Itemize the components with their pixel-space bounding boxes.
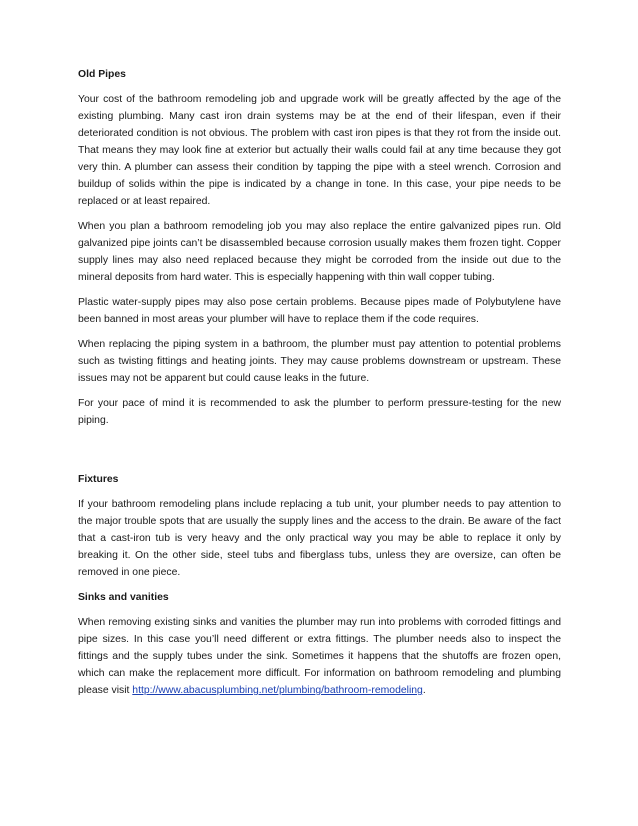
paragraph: If your bathroom remodeling plans include replacing a tub unit, your plumber needs to pay attention to the major trouble spots that are usually the supply lines and the access to the drain. Be aware of the fact that a cast-iron tub is very heavy and the only practical way you may be able to replace it only by breaking it. On the other side, steel tubs and fiberglass tubs, unless they are oversize, can often be removed in one piece.: [78, 499, 561, 578]
section-heading-fixtures: Fixtures: [78, 474, 119, 485]
document-page: [78, 66, 561, 707]
section-heading-sinks-and-vanities: Sinks and vanities: [78, 592, 169, 603]
paragraph: For your pace of mind it is recommended to ask the plumber to perform pressure-testing for the new piping.: [78, 398, 561, 426]
paragraph: Your cost of the bathroom remodeling job and upgrade work will be greatly affected by the age of the existing plumbing. Many cast iron drain systems may be at the end of their lifespan, even if their deteriorated condition is not obvious. The problem with cast iron pipes is that they rot from the inside out. That means they may look fine at exterior but actually their walls could fail at any time because they got very thin. A plumber can assess their condition by tapping the pipe with a steel wrench. Corrosion and buildup of solids within the pipe is indicated by a change in tone. In this case, your pipe needs to be replaced or at least repaired.: [78, 94, 561, 207]
paragraph-text: When removing existing sinks and vanities the plumber may run into problems with corroded fittings and pipe sizes. In this case you’ll need different or extra fittings. The plumber needs also to inspect the fittings and the supply tubes under the sink. Sometimes it happens that the shutoffs are frozen open, which can make the replacement more difficult. For information on bathroom remodeling and plumbing please visit: [78, 617, 561, 696]
paragraph: When you plan a bathroom remodeling job you may also replace the entire galvanized pipes run. Old galvanized pipe joints can’t be disassembled because corrosion usually makes them frozen tight. Copper supply lines may also need replaced because they might be corroded from the inside out due to the mineral deposits from hard water. This is especially happening with thin wall copper tubing.: [78, 221, 561, 283]
paragraph-text-end: .: [422, 685, 426, 696]
paragraph-with-link: [78, 614, 561, 699]
bathroom-remodeling-link[interactable]: http://www.abacusplumbing.net/plumbing/bathroom-remodeling: [132, 685, 423, 696]
section-spacer: [78, 437, 561, 471]
paragraph: When replacing the piping system in a bathroom, the plumber must pay attention to potential problems such as twisting fittings and heating joints. They may cause problems downstream or upstream. These issues may not be apparent but could cause leaks in the future.: [78, 339, 561, 384]
section-heading-old-pipes: Old Pipes: [78, 69, 126, 80]
paragraph: Plastic water-supply pipes may also pose certain problems. Because pipes made of Polybutylene have been banned in most areas your plumber will have to replace them if the code requires.: [78, 297, 561, 325]
